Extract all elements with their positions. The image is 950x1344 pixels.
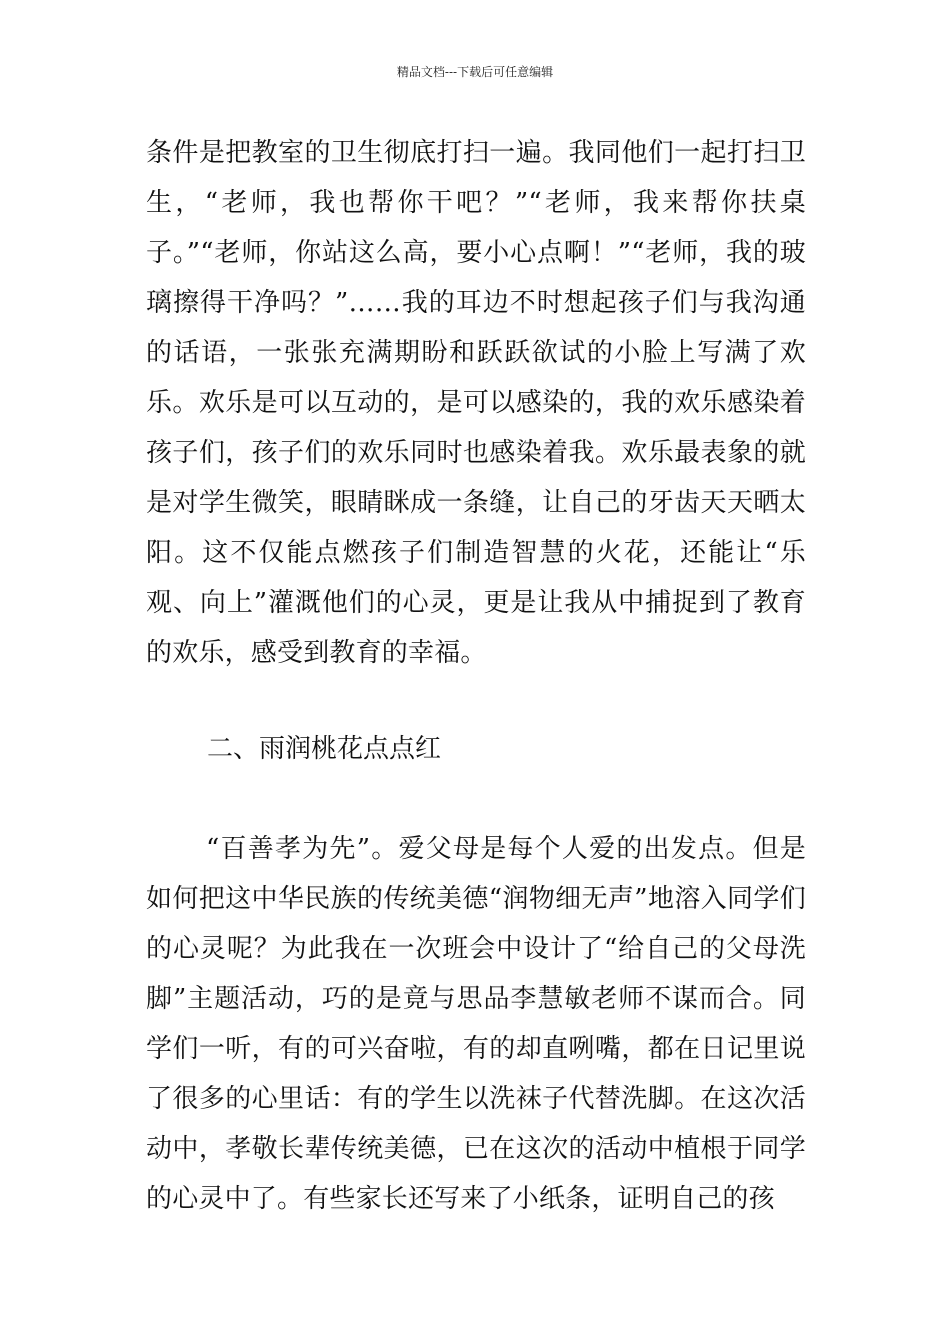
section-heading: 二、雨润桃花点点红	[207, 734, 442, 764]
body-paragraph-2: “百善孝为先”。爱父母是每个人爱的出发点。但是如何把这中华民族的传统美德“润物细无声”地溶入同学们的心灵呢？为此我在一次班会中设计了“给自己的父母洗脚”主题活动，巧的是竟与思品李慧敏老师不谋而合。同学们一听，有的可兴奋啦，有的却直咧嘴，都在日记里说了很多的心里话：有的学生以洗袜子代替洗脚。在这次活动中，孝敬长辈传统美德，已在这次的活动中植根于同学的心灵中了。有些家长还写来了小纸条，证明自己的孩	[146, 834, 806, 1214]
body-paragraph-1: 条件是把教室的卫生彻底打扫一遍。我同他们一起打扫卫生，“老师，我也帮你干吧？”“老师，我来帮你扶桌子。”“老师，你站这么高，要小心点啊！”“老师，我的玻璃擦得干净吗？”……我的耳边不时想起孩子们与我沟通的话语，一张张充满期盼和跃跃欲试的小脸上写满了欢乐。欢乐是可以互动的，是可以感染的，我的欢乐感染着孩子们，孩子们的欢乐同时也感染着我。欢乐最表象的就是对学生微笑，眼睛眯成一条缝，让自己的牙齿天天晒太阳。这不仅能点燃孩子们制造智慧的火花，还能让“乐观、向上”灌溉他们的心灵，更是让我从中捕捉到了教育的欢乐，感受到教育的幸福。	[146, 138, 806, 668]
page-header: 精品文档---下载后可任意编辑	[396, 65, 554, 79]
